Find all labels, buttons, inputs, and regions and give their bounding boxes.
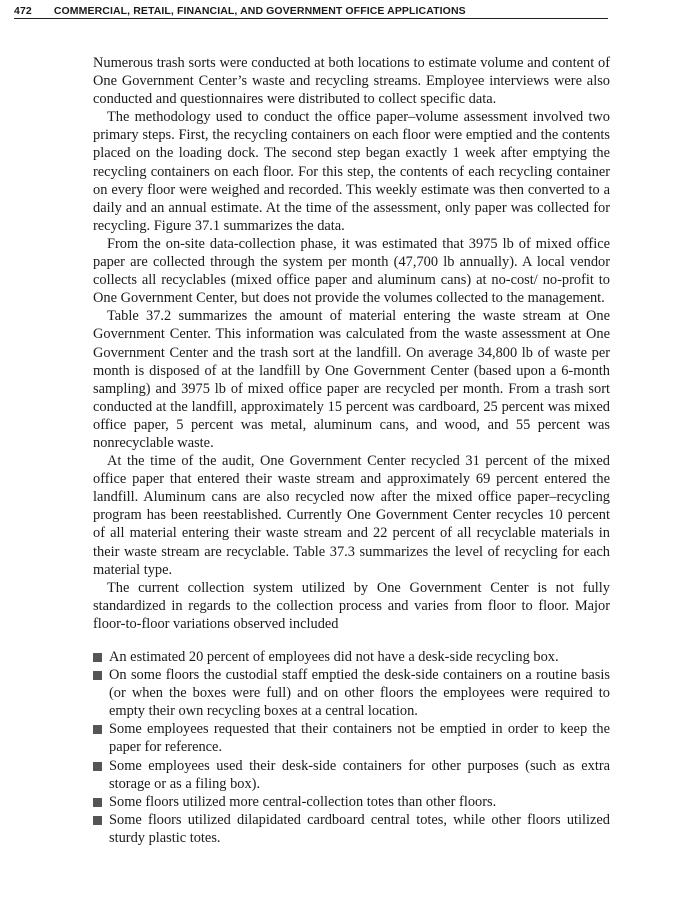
list-item: Some floors utilized more central-collection totes than other floors. (93, 793, 610, 811)
square-bullet-icon (93, 762, 102, 771)
paragraph-intro: Numerous trash sorts were conducted at both locations to estimate volume and content of One Government Center’s waste and recycling streams. Employee interviews were also conducted and questionnaires were distributed to collect specific data. (93, 55, 610, 108)
square-bullet-icon (93, 671, 102, 680)
variations-list (93, 648, 610, 847)
running-head (14, 5, 608, 19)
paragraph-data-collection: From the on-site data-collection phase, it was estimated that 3975 lb of mixed office paper are collected through the system per month (47,700 lb annually). A local vendor collects all recyclables (mixed office paper and aluminum cans) at no-cost/ no-profit to One Government Center, but does not provide the volumes collected to the management. (93, 235, 610, 307)
paragraph-waste-stream: Table 37.2 summarizes the amount of material entering the waste stream at One Government Center. This information was calculated from the waste assessment at One Government Center and the trash sort at the landfill. On average 34,800 lb of waste per month is disposed of at the landfill by One Government Center (based upon a 6-month sampling) and 3975 lb of mixed office paper are recycled per month. From a trash sort conducted at the landfill, approximately 15 percent was cardboard, 25 percent was mixed office paper, 5 percent was metal, aluminum cans, and wood, and 55 percent was nonrecyclable waste. (93, 308, 610, 451)
list-item: Some floors utilized dilapidated cardboard central totes, while other floors utilized sturdy plastic totes. (93, 811, 610, 847)
square-bullet-icon (93, 653, 102, 662)
page-number: 472 (14, 5, 32, 17)
paragraph-collection-system: The current collection system utilized by One Government Center is not fully standardized in regards to the collection process and varies from floor to floor. Major floor-to-floor variations observed included (93, 579, 610, 632)
paragraph-audit: At the time of the audit, One Government Center recycled 31 percent of the mixed office paper that entered their waste stream and approximately 69 percent entered the landfill. Aluminum cans are also recycled now after the mixed office paper–recycling program has been reestablished. Currently One Government Center recycles 10 percent of all material entering their waste stream and 22 percent of all recyclable materials in their waste stream are recyclable. Table 37.3 summarizes the level of recycling for each material type. (93, 453, 610, 578)
section-title: COMMERCIAL, RETAIL, FINANCIAL, AND GOVERNMENT OFFICE APPLICATIONS (53, 5, 466, 17)
body-text (93, 54, 610, 847)
list-item: Some employees used their desk-side containers for other purposes (such as extra storage or as a filing box). (93, 757, 610, 793)
square-bullet-icon (93, 725, 102, 734)
list-item: On some floors the custodial staff emptied the desk-side containers on a routine basis (or when the boxes were full) and on other floors the employees were required to empty their own recycling boxes at a central location. (93, 666, 610, 720)
paragraph-methodology: The methodology used to conduct the office paper–volume assessment involved two primary steps. First, the recycling containers on each floor were emptied and the contents placed on the loading dock. The second step began exactly 1 week after emptying the recycling containers on each floor. For this step, the contents of each recycling container on every floor were weighed and recorded. This weekly estimate was then converted to a daily and an annual estimate. At the time of the assessment, only paper was collected for recycling. Figure 37.1 summarizes the data. (93, 109, 610, 234)
square-bullet-icon (93, 816, 102, 825)
square-bullet-icon (93, 798, 102, 807)
list-item: An estimated 20 percent of employees did not have a desk-side recycling box. (93, 648, 610, 666)
list-item: Some employees requested that their containers not be emptied in order to keep the paper for reference. (93, 720, 610, 756)
